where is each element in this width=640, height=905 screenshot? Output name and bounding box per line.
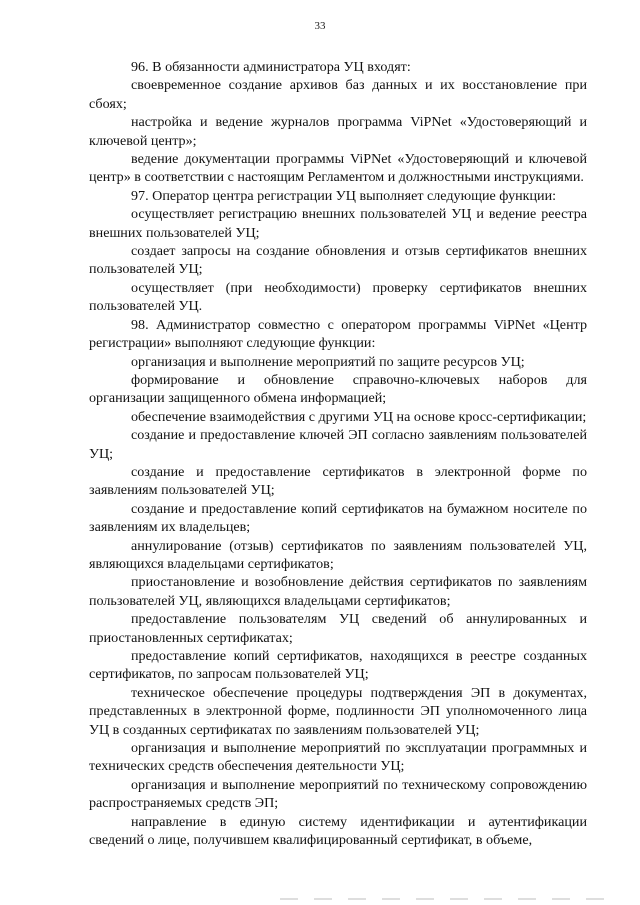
paragraph-item: формирование и обновление справочно-ключевых наборов для организации защищенного обмена информацией;	[89, 371, 587, 407]
paragraph-item: техническое обеспечение процедуры подтверждения ЭП в документах, представленных в электронной форме, подлинности ЭП уполномоченного лица УЦ в созданных сертификатах по заявлениям пользователей УЦ;	[89, 684, 587, 738]
scan-edge-artifact	[280, 898, 610, 900]
paragraph-item: создает запросы на создание обновления и отзыв сертификатов внешних пользователей УЦ;	[89, 243, 587, 278]
paragraph-item: создание и предоставление сертификатов в электронной форме по заявлениям пользователей УЦ;	[89, 463, 587, 499]
paragraph-item: создание и предоставление ключей ЭП согласно заявлениям пользователей УЦ;	[89, 427, 587, 462]
paragraph-97-heading: 97. Оператор центра регистрации УЦ выполняет следующие функции:	[131, 187, 557, 204]
paragraph-item: предоставление пользователям УЦ сведений об аннулированных и приостановленных сертификатах;	[89, 611, 587, 646]
paragraph-item: осуществляет (при необходимости) проверку сертификатов внешних пользователей УЦ.	[89, 279, 587, 315]
document-body	[89, 58, 587, 849]
paragraph-item: организация и выполнение мероприятий по техническому сопровождению распространяемых средств ЭП;	[89, 776, 587, 812]
paragraph-item: осуществляет регистрацию внешних пользователей УЦ и ведение реестра внешних пользователей УЦ;	[89, 206, 587, 241]
paragraph-item: создание и предоставление копий сертификатов на бумажном носителе по заявлениям их владельцев;	[89, 500, 587, 536]
paragraph-item: обеспечение взаимодействия с другими УЦ на основе кросс-сертификации;	[131, 408, 587, 425]
paragraph-item-continued: направление в единую систему идентификации и аутентификации сведений о лице, получившем квалифицированный сертификат, в объеме,	[89, 813, 587, 849]
paragraph-item: своевременное создание архивов баз данных и их восстановление при сбоях;	[89, 77, 587, 112]
paragraph-96-heading: 96. В обязанности администратора УЦ входят:	[131, 59, 411, 75]
paragraph-item: организация и выполнение мероприятий по защите ресурсов УЦ;	[131, 353, 525, 370]
paragraph-98-heading: 98. Администратор совместно с оператором программы ViPNet «Центр регистрации» выполняют следующие функции:	[89, 316, 587, 352]
paragraph-item: настройка и ведение журналов программа ViPNet «Удостоверяющий и ключевой центр»;	[89, 114, 587, 149]
paragraph-item: организация и выполнение мероприятий по эксплуатации программных и технических средств обеспечения деятельности УЦ;	[89, 740, 587, 775]
paragraph-item: ведение документации программы ViPNet «Удостоверяющий и ключевой центр» в соответствии с настоящим Регламентом и должностными инструкциями.	[89, 151, 587, 186]
paragraph-item: приостановление и возобновление действия сертификатов по заявлениям пользователей УЦ, являющихся владельцами сертификатов;	[89, 574, 587, 609]
paragraph-item: аннулирование (отзыв) сертификатов по заявлениям пользователей УЦ, являющихся владельцами сертификатов;	[89, 537, 587, 572]
page-number: 33	[314, 20, 326, 32]
paragraph-item: предоставление копий сертификатов, находящихся в реестре созданных сертификатов, по запросам пользователей УЦ;	[89, 648, 587, 683]
